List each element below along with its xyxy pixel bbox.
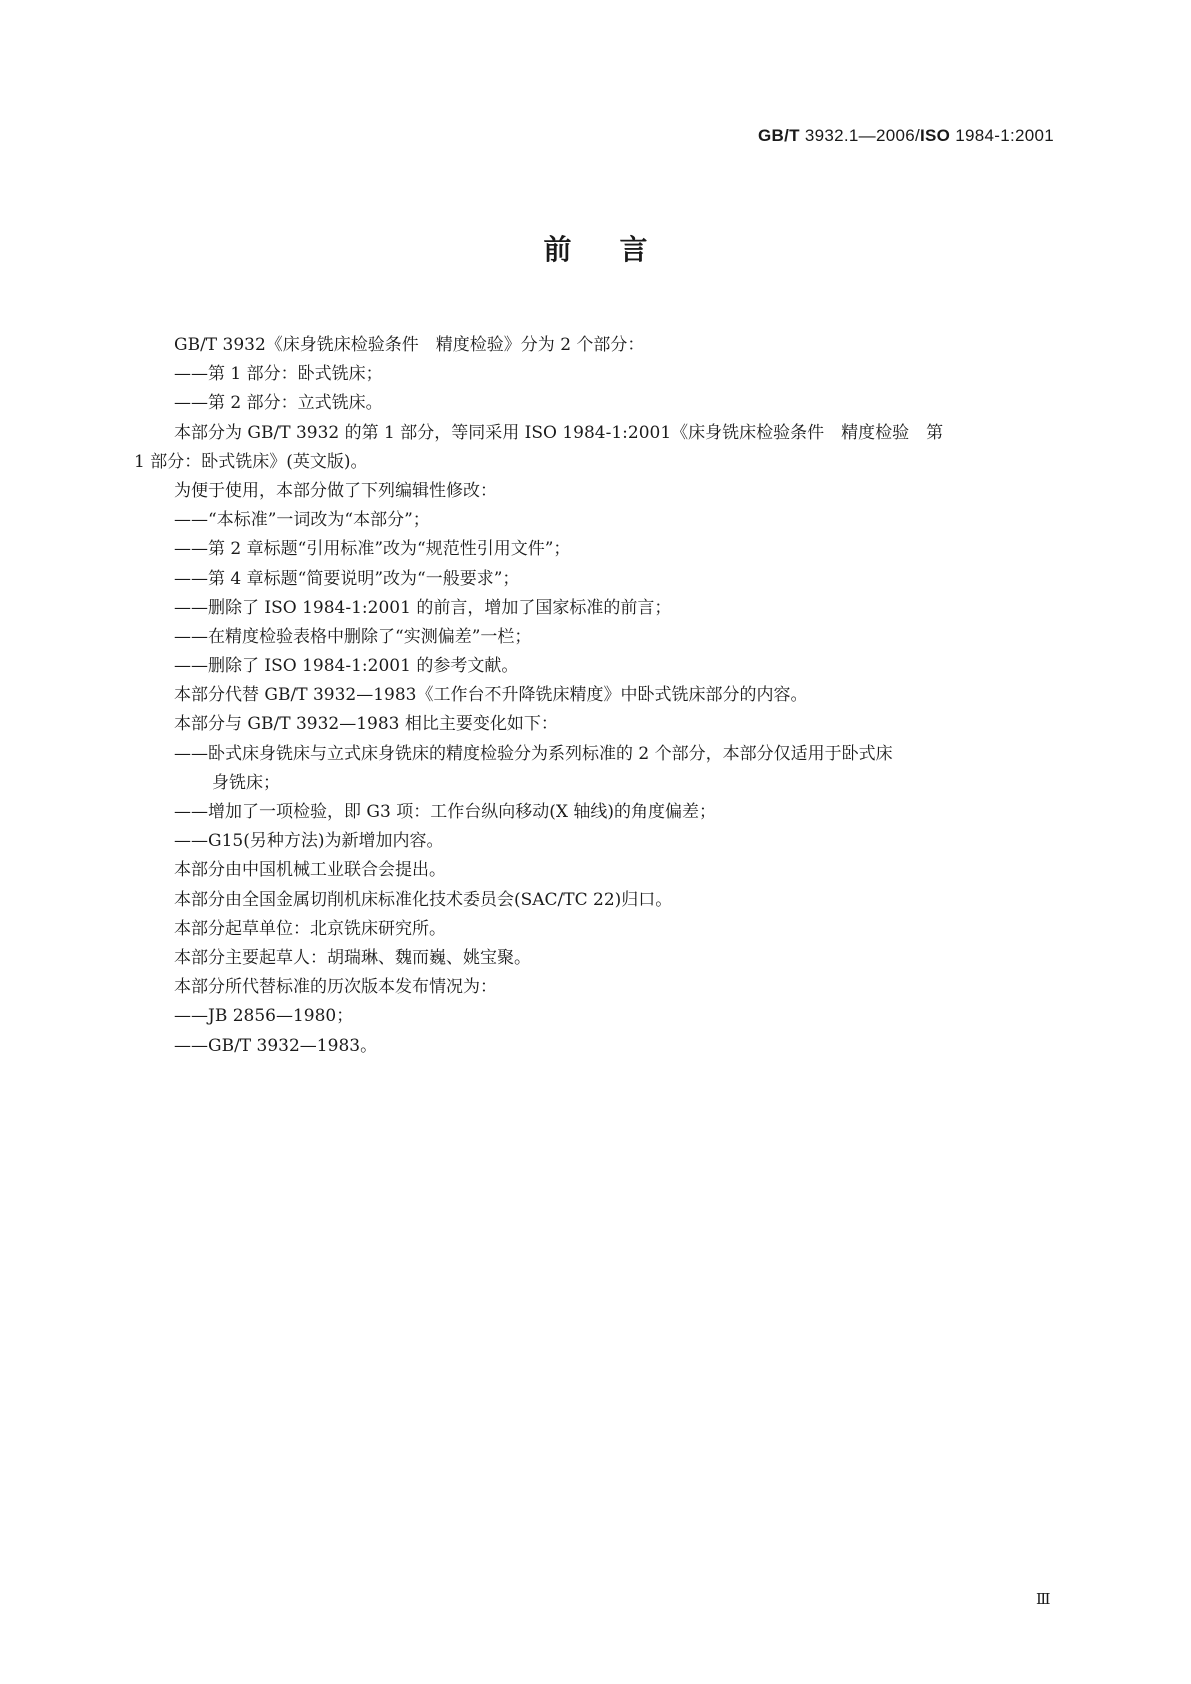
body-line: 1 部分：卧式铣床》(英文版)。 <box>134 451 368 472</box>
body-line: ——GB/T 3932—1983。 <box>174 1035 378 1056</box>
body-line: ——卧式床身铣床与立式床身铣床的精度检验分为系列标准的 2 个部分，本部分仅适用于卧式床 <box>174 743 893 764</box>
standard-gb-number: 3932.1—2006/ <box>799 126 920 145</box>
body-line: GB/T 3932《床身铣床检验条件 精度检验》分为 2 个部分： <box>174 335 645 355</box>
body-line: 本部分为 GB/T 3932 的第 1 部分，等同采用 ISO 1984-1:2001《床身铣床检验条件 精度检验 第 <box>174 422 944 443</box>
body-line: ——第 2 章标题“引用标准”改为“规范性引用文件”； <box>174 539 571 560</box>
standard-code-header <box>758 126 1054 146</box>
body-line: 本部分代替 GB/T 3932—1983《工作台不升降铣床精度》中卧式铣床部分的内容。 <box>174 685 808 706</box>
body-line: 本部分主要起草人：胡瑞琳、魏而巍、姚宝聚。 <box>174 947 531 968</box>
body-line: 本部分起草单位：北京铣床研究所。 <box>174 918 446 939</box>
body-line: ——G15(另种方法)为新增加内容。 <box>174 831 444 852</box>
body-line: 本部分由全国金属切削机床标准化技术委员会(SAC/TC 22)归口。 <box>174 889 673 910</box>
body-line: ——第 1 部分：卧式铣床； <box>174 364 383 385</box>
body-line: ——删除了 ISO 1984-1:2001 的前言，增加了国家标准的前言； <box>174 597 672 618</box>
body-line: 本部分由中国机械工业联合会提出。 <box>174 860 446 881</box>
body-line: 本部分所代替标准的历次版本发布情况为： <box>174 977 497 998</box>
body-line: ——在精度检验表格中删除了“实测偏差”一栏； <box>174 626 532 647</box>
standard-iso-number: 1984-1:2001 <box>950 126 1054 145</box>
page-number: Ⅲ <box>1036 1590 1050 1608</box>
body-line: ——删除了 ISO 1984-1:2001 的参考文献。 <box>174 656 519 677</box>
standard-gb-prefix: GB/T <box>758 126 800 145</box>
body-line: ——JB 2856—1980； <box>174 1006 354 1027</box>
body-line: 本部分与 GB/T 3932—1983 相比主要变化如下： <box>174 714 558 735</box>
body-line: ——第 4 章标题“简要说明”改为“一般要求”； <box>174 568 520 589</box>
standard-iso-prefix: ISO <box>920 126 951 145</box>
body-line: ——“本标准”一词改为“本部分”； <box>174 510 430 531</box>
body-line: ——第 2 部分：立式铣床。 <box>174 393 383 414</box>
page-title: 前言 <box>543 233 696 266</box>
body-line: ——增加了一项检验，即 G3 项：工作台纵向移动(X 轴线)的角度偏差； <box>174 802 716 822</box>
body-line: 为便于使用，本部分做了下列编辑性修改： <box>174 480 497 501</box>
body-line: 身铣床； <box>212 772 280 793</box>
foreword-body <box>134 331 1064 1061</box>
